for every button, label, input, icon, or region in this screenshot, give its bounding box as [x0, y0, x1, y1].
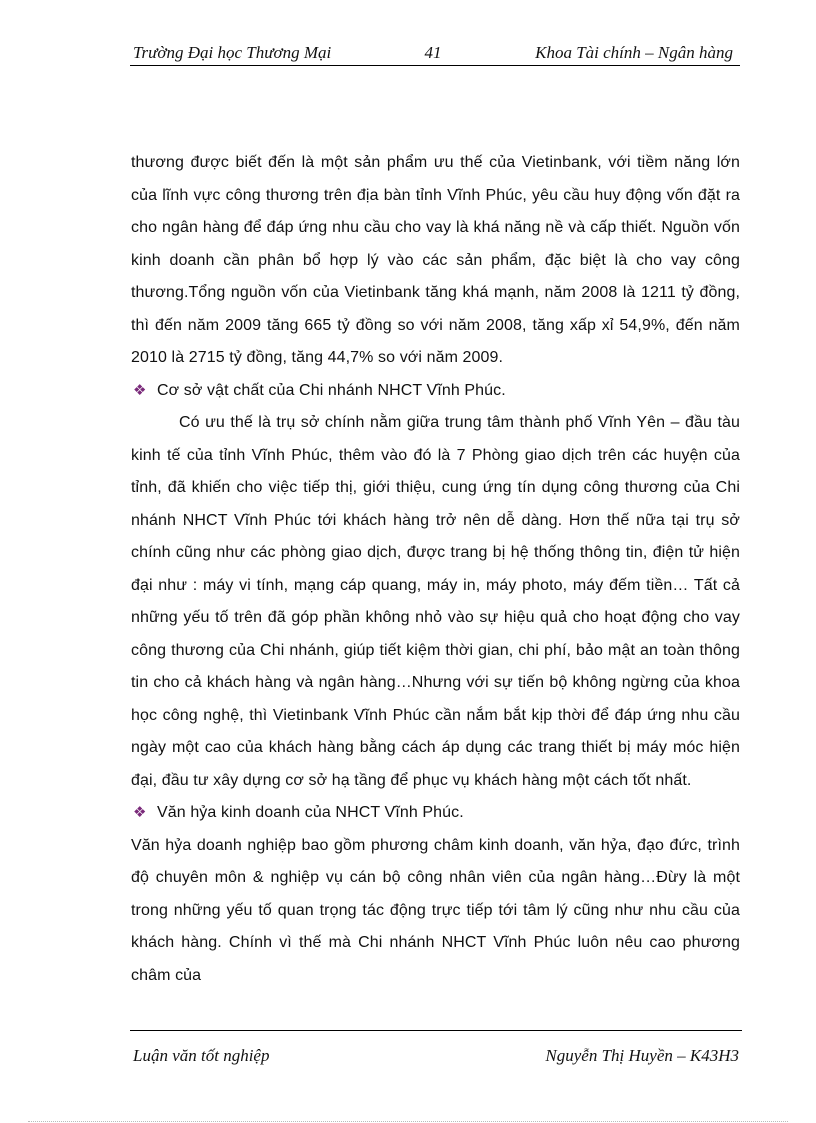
- diamond-bullet-icon: ❖: [133, 381, 147, 399]
- footer-author: Nguyễn Thị Huyền – K43H3: [545, 1046, 739, 1065]
- document-body: [131, 147, 740, 992]
- section-heading: Văn hỷa kinh doanh của NHCT Vĩnh Phúc.: [157, 804, 464, 821]
- paragraph: Có ưu thế là trụ sở chính nằm giữa trung tâm thành phố Vĩnh Yên – đầu tàu kinh tế của tỉnh Vĩnh Phúc, thêm vào đó là 7 Phòng giao dịch trên các huyện của tỉnh, đã khiến cho việc tiếp thị, giới thiệu, cung ứng tín dụng công thương của Chi nhánh NHCT Vĩnh Phúc tới khách hàng trở nên dễ dàng. Hơn thế nữa tại trụ sở chính cũng như các phòng giao dịch, được trang bị hệ thống thông tin, điện tử hiện đại như : máy vi tính, mạng cáp quang, máy in, máy photo, máy đếm tiền… Tất cả những yếu tố trên đã góp phần không nhỏ vào sự hiệu quả cho hoạt động cho vay công thương của Chi nhánh, giúp tiết kiệm thời gian, chi phí, bảo mật an toàn thông tin cho cả khách hàng và ngân hàng…Nhưng với sự tiến bộ không ngừng của khoa học công nghệ, thì Vietinbank Vĩnh Phúc cần nắm bắt kịp thời để đáp ứng nhu cầu ngày một cao của khách hàng bằng cách áp dụng các trang thiết bị máy móc hiện đại, đầu tư xây dựng cơ sở hạ tầng để phục vụ khách hàng một cách tốt nhất.: [131, 414, 740, 789]
- paragraph: thương được biết đến là một sản phẩm ưu thế của Vietinbank, với tiềm năng lớn của lĩnh vực công thương trên địa bàn tỉnh Vĩnh Phúc, yêu cầu huy động vốn đặt ra cho ngân hàng để đáp ứng nhu cầu cho vay là khá năng nề và cấp thiết. Nguồn vốn kinh doanh cần phân bổ hợp lý vào các sản phẩm, đặc biệt là cho vay công thương.Tổng nguồn vốn của Vietinbank tăng khá mạnh, năm 2008 là 1211 tỷ đồng, thì đến năm 2009 tăng 665 tỷ đồng so với năm 2008, tăng xấp xỉ 54,9%, đến năm 2010 là 2715 tỷ đồng, tăng 44,7% so với năm 2009.: [131, 154, 740, 366]
- page-number: 41: [424, 43, 442, 62]
- section-heading: Cơ sở vật chất của Chi nhánh NHCT Vĩnh Phúc.: [157, 381, 506, 399]
- header-faculty: Khoa Tài chính – Ngân hàng: [535, 43, 733, 62]
- diamond-bullet-icon: ❖: [133, 804, 147, 821]
- page-edge-divider: [28, 1121, 788, 1122]
- footer-rule: [130, 1030, 742, 1031]
- section-bullet: [131, 375, 740, 408]
- section-bullet: [131, 797, 740, 830]
- header-school: Trường Đại học Thương Mại: [133, 43, 332, 62]
- page-header: [133, 42, 733, 64]
- footer-thesis-label: Luận văn tốt nghiệp: [133, 1046, 270, 1065]
- paragraph: Văn hỷa doanh nghiệp bao gồm phương châm kinh doanh, văn hỷa, đạo đức, trình độ chuyên môn & nghiệp vụ cán bộ công nhân viên của ngân hàng…Đừy là một trong những yếu tố quan trọng tác động trực tiếp tới tâm lý cũng như nhu cầu của khách hàng. Chính vì thế mà Chi nhánh NHCT Vĩnh Phúc luôn nêu cao phương châm của: [131, 836, 740, 984]
- header-rule: [130, 65, 740, 66]
- page-footer: [133, 1046, 739, 1068]
